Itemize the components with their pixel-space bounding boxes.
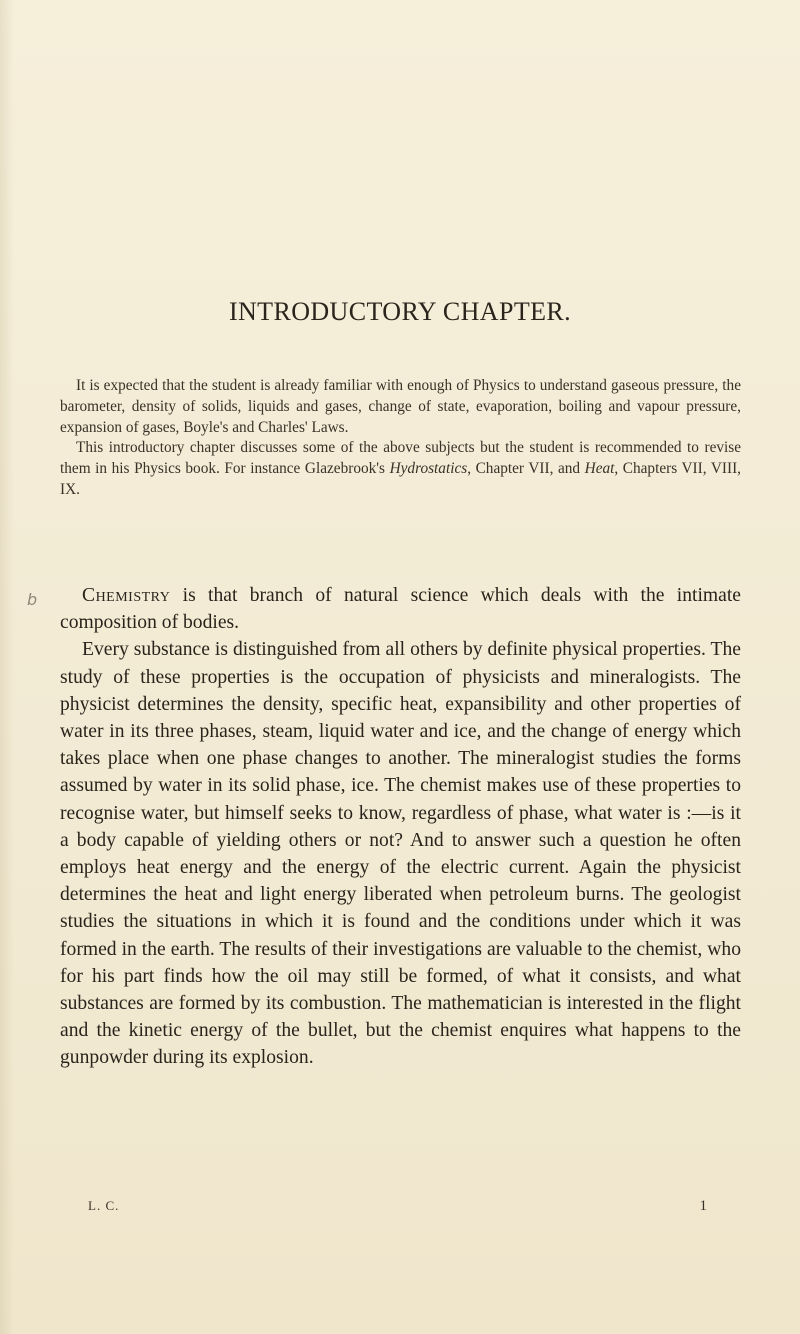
main-paragraph-2: Every substance is distinguished from all others by definite physical properties. The study of these properties is the occupation of physicists and mineralogists. The physicist determines the density, specific heat, expansibility and other properties of water in its three phases, steam, liquid water and ice, and the change of energy which takes place when one phase changes to another. The mineralogist studies the forms assumed by water in its solid phase, ice. The chemist makes use of these properties to recognise water, but himself seeks to know, regardless of phase, what water is :—is it a body capable of yielding others or not? And to answer such a question he often employs heat energy and the energy of the electric current. Again the physicist determines the heat and light energy liberated when petroleum burns. The geologist studies the situations in which it is found and the conditions under which it was formed in the earth. The results of their investigations are valuable to the chemist, who for his part finds how the oil may still be formed, of what it consists, and what substances are formed by its combustion. The mathematician is interested in the flight and the kinetic energy of the bullet, but the chemist enquires what happens to the gunpowder during its explosion. [60,639,741,1069]
page-edge-shadow [0,0,14,1334]
page-number: 1 [699,1198,708,1214]
intro-paragraph-1: It is expected that the student is already familiar with enough of Physics to understand gaseous pressure, the barometer, density of solids, liquids and gases, change of state, evaporation, boiling and vapour pressure, expansion of gases, Boyle's and Charles' Laws. [60,377,741,436]
main-p1-rest: is that branch of natural science which deals with the intimate composition of bodies. [60,585,741,634]
intro-paragraph-2 [60,438,741,500]
intro-p2-after: , Chapters VII, VIII, IX. [60,460,741,498]
intro-p2-middle: , Chapter VII, and [467,460,585,478]
book-title-hydrostatics: Hydrostatics [389,460,468,478]
intro-p2-before: This introductory chapter discusses some of the above subjects but the student is recommended to revise them in his Physics book. For instance Glazebrook's [60,439,741,478]
page-footer [88,1198,708,1215]
book-title-heat: Heat [584,460,615,478]
term-chemistry: Chemistry [82,585,171,606]
main-text [60,582,741,1072]
pencil-margin-mark: b [27,590,38,609]
intro-note [60,376,741,501]
main-paragraph-1 [60,582,741,636]
signature-mark: L. C. [88,1198,120,1213]
chapter-title: INTRODUCTORY CHAPTER. [228,297,572,326]
